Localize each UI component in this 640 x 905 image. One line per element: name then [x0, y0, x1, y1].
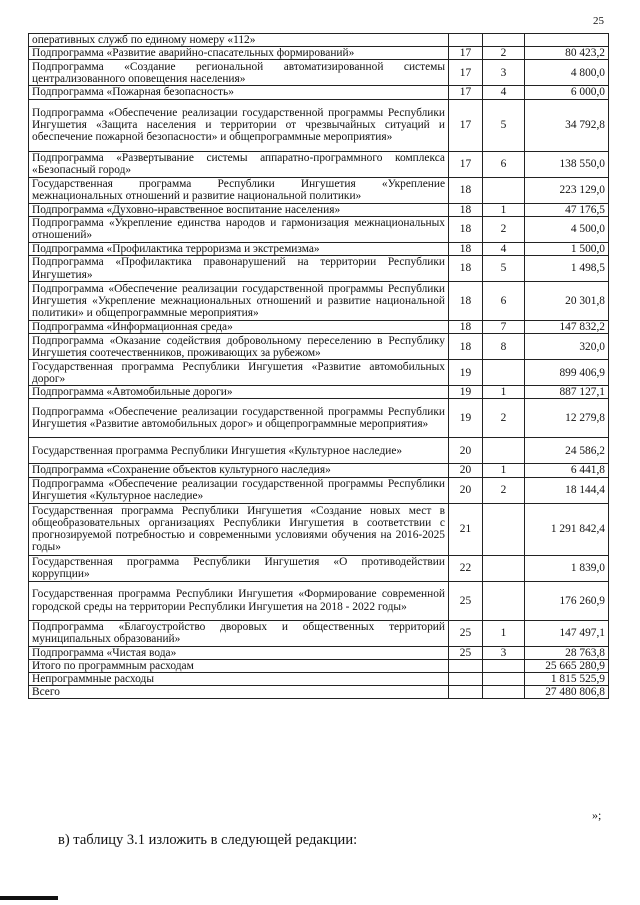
amount-cell: 147 832,2	[525, 321, 609, 334]
row-name-cell: Подпрограмма «Обеспечение реализации государственной программы Республики Ингушетия «Укрепление межнациональных отношений и развитие национальной политики» и общепрограммные мероприятия»	[29, 282, 449, 321]
subprogram-code-cell: 5	[483, 256, 525, 282]
row-name-cell: Подпрограмма «Чистая вода»	[29, 646, 449, 659]
amount-cell: 899 406,9	[525, 360, 609, 386]
amount-cell: 1 839,0	[525, 555, 609, 581]
program-code-cell: 17	[449, 99, 483, 151]
amount-cell: 176 260,9	[525, 581, 609, 620]
program-code-cell: 25	[449, 646, 483, 659]
subprogram-code-cell: 5	[483, 99, 525, 151]
program-code-cell: 19	[449, 399, 483, 438]
amount-cell: 4 500,0	[525, 216, 609, 242]
subprogram-code-cell	[483, 581, 525, 620]
program-code-cell	[449, 34, 483, 47]
row-name-cell: Итого по программным расходам	[29, 659, 449, 672]
table-row	[29, 282, 609, 321]
row-name-cell: Государственная программа Республики Ингушетия «О противодействии коррупции»	[29, 555, 449, 581]
subprogram-code-cell: 6	[483, 151, 525, 177]
table-row	[29, 86, 609, 99]
table-row	[29, 477, 609, 503]
program-code-cell	[449, 659, 483, 672]
table-row	[29, 646, 609, 659]
program-code-cell: 17	[449, 60, 483, 86]
table-row	[29, 581, 609, 620]
amount-cell: 1 498,5	[525, 256, 609, 282]
program-code-cell: 17	[449, 86, 483, 99]
row-name-cell: Подпрограмма «Профилактика правонарушений на территории Республики Ингушетия»	[29, 256, 449, 282]
table-row	[29, 438, 609, 464]
subprogram-code-cell: 8	[483, 334, 525, 360]
row-name-cell: Всего	[29, 686, 449, 699]
subprogram-code-cell: 1	[483, 203, 525, 216]
amount-cell: 80 423,2	[525, 47, 609, 60]
program-code-cell: 17	[449, 47, 483, 60]
subprogram-code-cell	[483, 555, 525, 581]
closing-quote: »;	[592, 808, 602, 822]
amount-cell: 887 127,1	[525, 386, 609, 399]
table-row	[29, 620, 609, 646]
subprogram-code-cell: 2	[483, 399, 525, 438]
amount-cell: 12 279,8	[525, 399, 609, 438]
row-name-cell: Подпрограмма «Профилактика терроризма и экстремизма»	[29, 242, 449, 255]
subprogram-code-cell	[483, 34, 525, 47]
program-code-cell: 20	[449, 438, 483, 464]
row-name-cell: Подпрограмма «Обеспечение реализации государственной программы Республики Ингушетия «Защита населения и территории от чрезвычайных ситуаций и обеспечение пожарной безопасности» и общепрограммные мероприятия»	[29, 99, 449, 151]
row-name-cell: Подпрограмма «Информационная среда»	[29, 321, 449, 334]
row-name-cell: Государственная программа Республики Ингушетия «Создание новых мест в общеобразовательных организациях Республики Ингушетия в соответствии с прогнозируемой потребностью и современными условиями обучения на 2016-2025 годы»	[29, 503, 449, 555]
amount-cell: 18 144,4	[525, 477, 609, 503]
subprogram-code-cell: 1	[483, 620, 525, 646]
row-name-cell: Подпрограмма «Развитие аварийно-спасательных формирований»	[29, 47, 449, 60]
row-name-cell: Подпрограмма «Сохранение объектов культурного наследия»	[29, 464, 449, 477]
program-code-cell: 25	[449, 581, 483, 620]
table-row	[29, 555, 609, 581]
subprogram-code-cell	[483, 438, 525, 464]
amount-cell: 1 291 842,4	[525, 503, 609, 555]
amount-cell: 47 176,5	[525, 203, 609, 216]
program-code-cell: 21	[449, 503, 483, 555]
table-row	[29, 464, 609, 477]
subprogram-code-cell: 2	[483, 216, 525, 242]
program-code-cell	[449, 686, 483, 699]
program-code-cell: 22	[449, 555, 483, 581]
subprogram-code-cell	[483, 503, 525, 555]
subprogram-code-cell: 4	[483, 242, 525, 255]
program-code-cell: 20	[449, 477, 483, 503]
program-code-cell: 18	[449, 216, 483, 242]
subprogram-code-cell	[483, 360, 525, 386]
amount-cell: 34 792,8	[525, 99, 609, 151]
budget-table-body	[29, 34, 609, 699]
page-number: 25	[593, 15, 604, 27]
program-code-cell: 18	[449, 177, 483, 203]
amount-cell	[525, 34, 609, 47]
subprogram-code-cell	[483, 659, 525, 672]
subprogram-code-cell: 7	[483, 321, 525, 334]
subprogram-code-cell	[483, 673, 525, 686]
amount-cell: 320,0	[525, 334, 609, 360]
subprogram-code-cell	[483, 177, 525, 203]
table-row	[29, 334, 609, 360]
amount-cell: 25 665 280,9	[525, 659, 609, 672]
amount-cell: 27 480 806,8	[525, 686, 609, 699]
amount-cell: 223 129,0	[525, 177, 609, 203]
program-code-cell: 19	[449, 386, 483, 399]
row-name-cell: Государственная программа Республики Ингушетия «Развитие автомобильных дорог»	[29, 360, 449, 386]
program-code-cell: 18	[449, 242, 483, 255]
program-code-cell: 25	[449, 620, 483, 646]
table-row	[29, 256, 609, 282]
row-name-cell: Подпрограмма «Духовно-нравственное воспитание населения»	[29, 203, 449, 216]
program-code-cell: 18	[449, 256, 483, 282]
row-name-cell: Подпрограмма «Обеспечение реализации государственной программы Республики Ингушетия «Развитие автомобильных дорог» и общепрограммные мероприятия»	[29, 399, 449, 438]
table-row	[29, 216, 609, 242]
program-code-cell: 19	[449, 360, 483, 386]
table-row	[29, 34, 609, 47]
amount-cell: 28 763,8	[525, 646, 609, 659]
row-name-cell: оперативных служб по единому номеру «112»	[29, 34, 449, 47]
table-row	[29, 151, 609, 177]
table-row	[29, 47, 609, 60]
amount-cell: 6 000,0	[525, 86, 609, 99]
table-row	[29, 60, 609, 86]
program-code-cell: 18	[449, 321, 483, 334]
row-name-cell: Государственная программа Республики Ингушетия «Формирование современной городской среды на территории Республики Ингушетия на 2018 - 2022 годы»	[29, 581, 449, 620]
subprogram-code-cell: 1	[483, 386, 525, 399]
subprogram-code-cell: 3	[483, 646, 525, 659]
row-name-cell: Подпрограмма «Обеспечение реализации государственной программы Республики Ингушетия «Культурное наследие»	[29, 477, 449, 503]
amount-cell: 24 586,2	[525, 438, 609, 464]
table-row	[29, 321, 609, 334]
row-name-cell: Подпрограмма «Автомобильные дороги»	[29, 386, 449, 399]
amount-cell: 1 815 525,9	[525, 673, 609, 686]
row-name-cell: Подпрограмма «Благоустройство дворовых и общественных территорий муниципальных образований»	[29, 620, 449, 646]
row-name-cell: Непрограммные расходы	[29, 673, 449, 686]
row-name-cell: Подпрограмма «Укрепление единства народов и гармонизация межнациональных отношений»	[29, 216, 449, 242]
subprogram-code-cell: 2	[483, 477, 525, 503]
program-code-cell	[449, 673, 483, 686]
table-row	[29, 673, 609, 686]
row-name-cell: Подпрограмма «Создание региональной автоматизированной системы централизованного оповещения населения»	[29, 60, 449, 86]
table-row	[29, 686, 609, 699]
margin-mark	[0, 896, 58, 900]
amount-cell: 138 550,0	[525, 151, 609, 177]
subprogram-code-cell: 3	[483, 60, 525, 86]
table-row	[29, 399, 609, 438]
program-code-cell: 18	[449, 334, 483, 360]
row-name-cell: Подпрограмма «Развертывание системы аппаратно-программного комплекса «Безопасный город»	[29, 151, 449, 177]
row-name-cell: Государственная программа Республики Ингушетия «Укрепление межнациональных отношений и развитие национальной политики»	[29, 177, 449, 203]
row-name-cell: Государственная программа Республики Ингушетия «Культурное наследие»	[29, 438, 449, 464]
table-row	[29, 659, 609, 672]
amendment-instruction: в) таблицу 3.1 изложить в следующей редакции:	[58, 832, 358, 848]
amount-cell: 4 800,0	[525, 60, 609, 86]
program-code-cell: 18	[449, 203, 483, 216]
row-name-cell: Подпрограмма «Оказание содействия добровольному переселению в Республику Ингушетия соотечественников, проживающих за рубежом»	[29, 334, 449, 360]
subprogram-code-cell	[483, 686, 525, 699]
table-row	[29, 203, 609, 216]
program-code-cell: 20	[449, 464, 483, 477]
table-row	[29, 242, 609, 255]
row-name-cell: Подпрограмма «Пожарная безопасность»	[29, 86, 449, 99]
amount-cell: 20 301,8	[525, 282, 609, 321]
table-row	[29, 386, 609, 399]
subprogram-code-cell: 6	[483, 282, 525, 321]
table-row	[29, 503, 609, 555]
amount-cell: 6 441,8	[525, 464, 609, 477]
amount-cell: 1 500,0	[525, 242, 609, 255]
program-code-cell: 17	[449, 151, 483, 177]
amount-cell: 147 497,1	[525, 620, 609, 646]
subprogram-code-cell: 4	[483, 86, 525, 99]
subprogram-code-cell: 1	[483, 464, 525, 477]
table-row	[29, 177, 609, 203]
table-row	[29, 99, 609, 151]
table-row	[29, 360, 609, 386]
program-code-cell: 18	[449, 282, 483, 321]
subprogram-code-cell: 2	[483, 47, 525, 60]
budget-table	[28, 33, 609, 699]
